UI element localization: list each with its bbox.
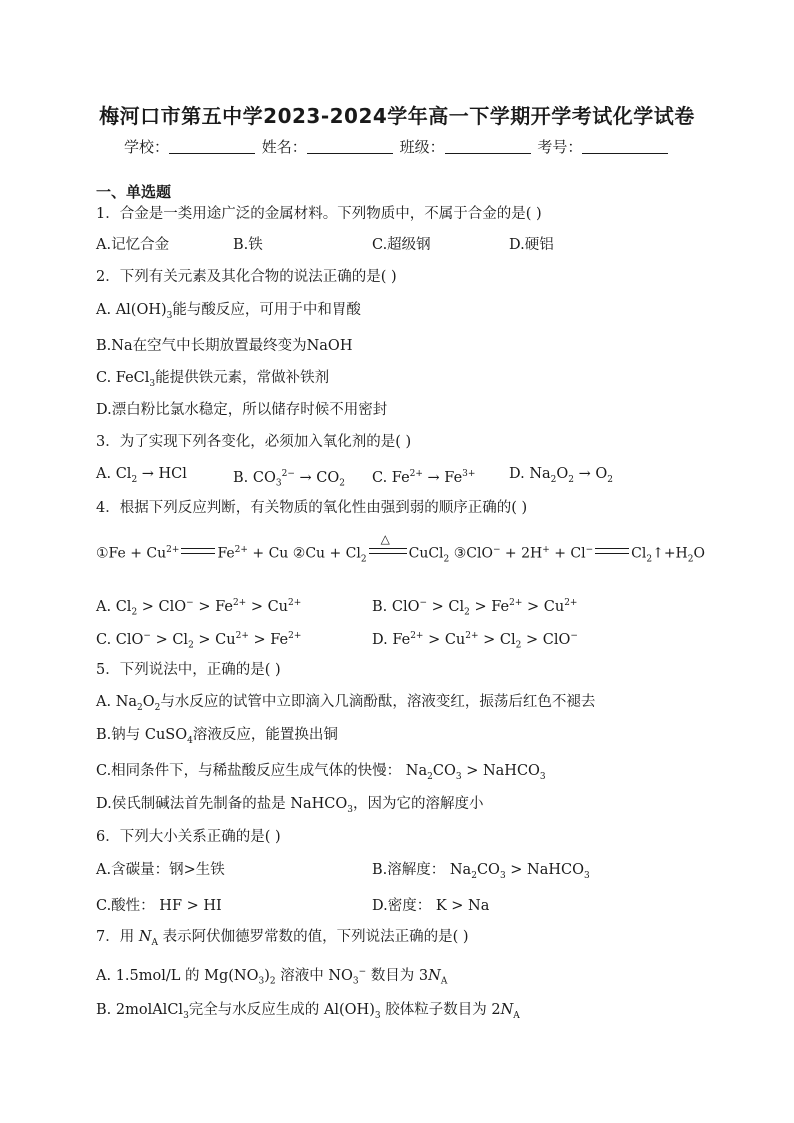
q4-stem: 4．根据下列反应判断，有关物质的氧化性由强到弱的顺序正确的( ): [96, 500, 528, 516]
q4-option-c[interactable]: C. $ClO^- > Cl_2 > Cu^{2+} > Fe^{2+}$: [96, 631, 302, 651]
q5-option-d[interactable]: D.侯氏制碱法首先制备的盐是 NaHCO$_3$，因为它的溶解度小: [96, 796, 484, 815]
school-label: 学校：: [124, 138, 170, 156]
q2-option-d[interactable]: D.漂白粉比氯水稳定，所以储存时候不用密封: [96, 402, 388, 418]
q5-option-c[interactable]: C.相同条件下，与稀盐酸反应生成气体的快慢： $Na_2CO_3$ > NaHCO$_3$: [96, 763, 546, 782]
q1-option-a[interactable]: A.记忆合金: [96, 237, 170, 253]
q1-stem: 1．合金是一类用途广泛的金属材料。下列物质中，不属于合金的是( ): [96, 206, 542, 222]
q2-stem: 2．下列有关元素及其化合物的说法正确的是( ): [96, 269, 397, 285]
number-label: 考号：: [537, 138, 583, 156]
q6-option-d[interactable]: D.密度： K > Na: [372, 898, 490, 914]
q2-option-c[interactable]: C. FeCl$_3$能提供铁元素，常做补铁剂: [96, 370, 330, 389]
name-blank[interactable]: [307, 139, 393, 154]
number-blank[interactable]: [582, 139, 668, 154]
q3-option-c[interactable]: C. $Fe^{2+} \to Fe^{3+}$: [372, 469, 476, 486]
q3-option-d[interactable]: D. $Na_2O_2 \to O_2$: [509, 466, 614, 485]
q5-option-b[interactable]: B.钠与 CuSO$_4$溶液反应，能置换出铜: [96, 727, 338, 746]
name-label: 姓名：: [261, 138, 307, 156]
student-info-row: [124, 136, 670, 157]
q1-option-b[interactable]: B.铁: [233, 237, 263, 253]
q2-option-b[interactable]: B.Na在空气中长期放置最终变为NaOH: [96, 338, 353, 354]
q2-option-a[interactable]: A. $Al(OH)_3$能与酸反应，可用于中和胃酸: [96, 302, 361, 321]
q4-option-d[interactable]: D. $Fe^{2+} > Cu^{2+} > Cl_2 > ClO^-$: [372, 631, 578, 651]
q7-option-a[interactable]: A. 1.5mol/L 的 $Mg(NO_3)_2$ 溶液中 $NO_3^-$ 数目为 $3N_A$: [96, 967, 448, 987]
q7-stem: 7．用 $N_A$ 表示阿伏伽德罗常数的值，下列说法正确的是( ): [96, 929, 469, 948]
q6-option-c[interactable]: C.酸性： HF > HI: [96, 898, 222, 914]
q6-option-a[interactable]: A.含碳量：钢>生铁: [96, 862, 225, 878]
q3-stem: 3．为了实现下列各变化，必须加入氧化剂的是( ): [96, 434, 412, 450]
q4-option-a[interactable]: A. $Cl_2 > ClO^- > Fe^{2+} > Cu^{2+}$: [96, 598, 302, 618]
q5-option-a[interactable]: A. $Na_2O_2$与水反应的试管中立即滴入几滴酚酞，溶液变红，振荡后红色不褪去: [96, 694, 596, 713]
section-heading: 一、单选题: [96, 183, 172, 201]
q4-reactions: ①Fe + $Cu^{2+}$ $Fe^{2+} + Cu$ ②Cu + $Cl_2$ △ CuCl$_2$ ③ClO− + 2H+ + Cl− $Cl_2↑+H_2O$: [96, 531, 705, 565]
q3-option-a[interactable]: A. $Cl_2$ → HCl: [96, 466, 187, 485]
q5-stem: 5．下列说法中，正确的是( ): [96, 662, 281, 678]
q4-option-b[interactable]: B. $ClO^- > Cl_2 > Fe^{2+} > Cu^{2+}$: [372, 598, 578, 618]
q7-option-b[interactable]: B. 2molAlCl$_3$完全与水反应生成的 $Al(OH)_3$ 胶体粒子数目为 $2N_A$: [96, 1002, 520, 1021]
q6-option-b[interactable]: B.溶解度： $Na_2CO_3$ > NaHCO$_3$: [372, 862, 590, 881]
class-blank[interactable]: [445, 139, 531, 154]
q1-option-d[interactable]: D.硬铝: [509, 237, 554, 253]
class-label: 班级：: [399, 138, 445, 156]
q3-option-b[interactable]: B. $CO_3^{2-} \to CO_2$: [233, 469, 345, 489]
page-title: 梅河口市第五中学2023-2024学年高一下学期开学考试化学试卷: [99, 104, 695, 128]
q1-option-c[interactable]: C.超级钢: [372, 237, 431, 253]
q6-stem: 6．下列大小关系正确的是( ): [96, 829, 281, 845]
school-blank[interactable]: [169, 139, 255, 154]
